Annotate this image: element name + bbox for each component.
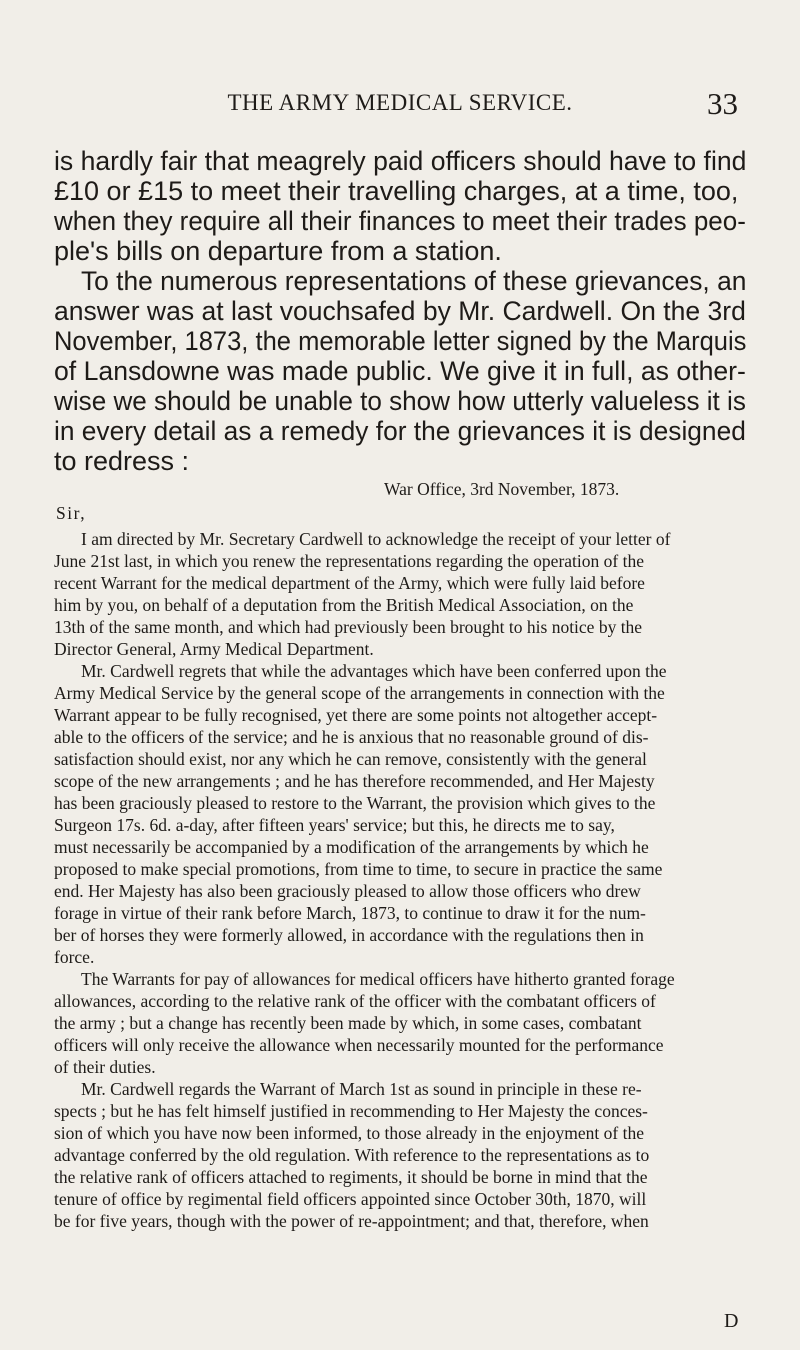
- text-line: answer was at last vouchsafed by Mr. Cardwell. On the 3rd: [54, 296, 746, 326]
- letter-line: Mr. Cardwell regrets that while the advantages which have been conferred upon the: [81, 661, 667, 681]
- letter-line: end. Her Majesty has also been graciously pleased to allow those officers who drew: [54, 881, 641, 901]
- letter-line: forage in virtue of their rank before March, 1873, to continue to draw it for the num-: [54, 903, 646, 923]
- letter-line: him by you, on behalf of a deputation from the British Medical Association, on the: [54, 595, 634, 615]
- letter-line: the army ; but a change has recently been made by which, in some cases, combatant: [54, 1013, 642, 1033]
- letter-line: Army Medical Service by the general scope of the arrangements in connection with the: [54, 683, 665, 703]
- letter-line: Director General, Army Medical Department.: [54, 639, 374, 659]
- letter-line: tenure of office by regimental field officers appointed since October 30th, 1870, will: [54, 1189, 647, 1209]
- running-head-title: THE ARMY MEDICAL SERVICE.: [227, 90, 573, 115]
- letter-line: ber of horses they were formerly allowed, in accordance with the regulations then in: [54, 925, 644, 945]
- letter-line: advantage conferred by the old regulation. With reference to the representations as to: [54, 1145, 650, 1165]
- letter-line: allowances, according to the relative rank of the officer with the combatant officers of: [54, 991, 656, 1011]
- letter-line: has been graciously pleased to restore to the Warrant, the provision which gives to the: [54, 793, 656, 813]
- letter-line: 13th of the same month, and which had previously been brought to his notice by the: [54, 617, 643, 637]
- text-line: in every detail as a remedy for the grievances it is designed: [54, 416, 746, 446]
- text-line: is hardly fair that meagrely paid officers should have to find: [54, 146, 747, 176]
- text-line: £10 or £15 to meet their travelling charges, at a time, too,: [54, 176, 739, 206]
- letter-line: proposed to make special promotions, from time to time, to secure in practice the same: [54, 859, 663, 879]
- running-head: [0, 86, 800, 126]
- text-line: of Lansdowne was made public. We give it in full, as other-: [54, 356, 746, 386]
- text-line: to redress :: [54, 446, 190, 476]
- letter-line: Mr. Cardwell regards the Warrant of March 1st as sound in principle in these re-: [81, 1079, 642, 1099]
- letter-line: scope of the new arrangements ; and he has therefore recommended, and Her Majesty: [54, 771, 655, 791]
- letter-line: be for five years, though with the power of re-appointment; and that, therefore, when: [54, 1211, 649, 1231]
- letter-line: June 21st last, in which you renew the representations regarding the operation of the: [54, 551, 644, 571]
- letter-line: officers will only receive the allowance when necessarily mounted for the performance: [54, 1035, 664, 1055]
- letter-salutation: Sir,: [56, 503, 87, 523]
- signature-mark: D: [724, 1310, 739, 1332]
- letter-line: Warrant appear to be fully recognised, yet there are some points not altogether accept-: [54, 705, 658, 725]
- letter-line: of their duties.: [54, 1057, 156, 1077]
- text-line: To the numerous representations of these grievances, an: [81, 266, 747, 296]
- letter-dateline: War Office, 3rd November, 1873.: [384, 479, 620, 499]
- page-number: 33: [707, 86, 738, 121]
- text-line: when they require all their finances to meet their trades peo-: [54, 206, 746, 236]
- letter-line: recent Warrant for the medical department of the Army, which were fully laid before: [54, 573, 645, 593]
- text-line: ple's bills on departure from a station.: [54, 236, 502, 266]
- text-line: wise we should be unable to show how utterly valueless it is: [54, 386, 746, 416]
- letter-line: the relative rank of officers attached to regiments, it should be borne in mind that the: [54, 1167, 648, 1187]
- letter-line: able to the officers of the service; and he is anxious that no reasonable ground of dis-: [54, 727, 649, 747]
- letter-line: must necessarily be accompanied by a modification of the arrangements by which he: [54, 837, 649, 857]
- letter-line: Surgeon 17s. 6d. a-day, after fifteen years' service; but this, he directs me to say,: [54, 815, 615, 835]
- letter-line: force.: [54, 947, 95, 967]
- letter-line: I am directed by Mr. Secretary Cardwell to acknowledge the receipt of your letter of: [81, 529, 671, 549]
- letter-line: sion of which you have now been informed, to those already in the enjoyment of the: [54, 1123, 644, 1143]
- letter-line: satisfaction should exist, nor any which he can remove, consistently with the general: [54, 749, 647, 769]
- letter-line: spects ; but he has felt himself justified in recommending to Her Majesty the conces-: [54, 1101, 648, 1121]
- text-line: November, 1873, the memorable letter signed by the Marquis: [54, 326, 747, 356]
- letter-line: The Warrants for pay of allowances for medical officers have hitherto granted forage: [81, 969, 675, 989]
